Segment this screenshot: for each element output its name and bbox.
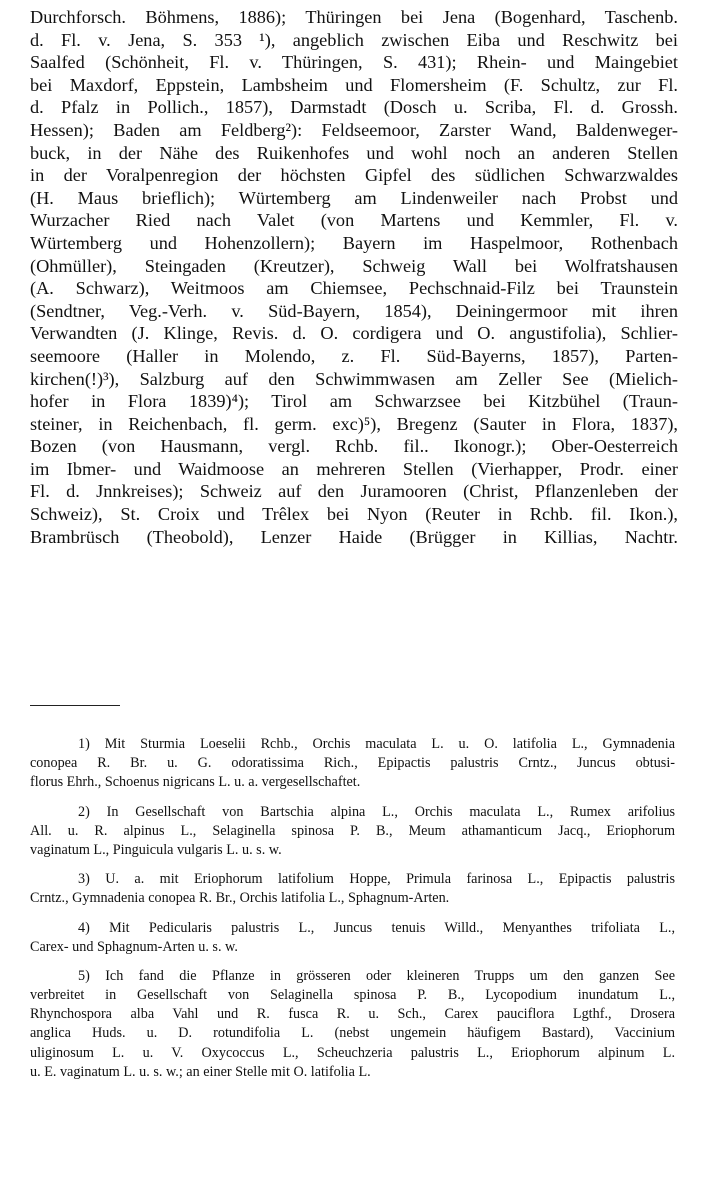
text-line: (Ohmüller), Steingaden (Kreutzer), Schweig Wall bei Wolfratshausen [30,255,678,276]
text-line: Hessen); Baden am Feldberg²): Feldseemoor, Zarster Wand, Baldenweger- [30,119,678,140]
footnote-line: vaginatum L., Pinguicula vulgaris L. u. s. w. [30,841,282,858]
footnote-line: 3) U. a. mit Eriophorum latifolium Hoppe, Primula farinosa L., Epipactis palustris [78,871,675,888]
footnote-line: Rhynchospora alba Vahl und R. fusca R. u. Sch., Carex pauciflora Lgthf., Drosera [30,1006,675,1023]
text-line: (Sendtner, Veg.-Verh. v. Süd-Bayern, 1854), Deiningermoor mit ihren [30,300,678,321]
text-line: Verwandten (J. Klinge, Revis. d. O. cordigera und O. angustifolia), Schlier- [30,323,678,344]
footnote-line: All. u. R. alpinus L., Selaginella spinosa P. B., Meum athamanticum Jacq., Eriophorum [30,822,675,839]
footnote-5 [30,967,675,1082]
text-line: d. Fl. v. Jena, S. 353 ¹), angeblich zwischen Eiba und Reschwitz bei [30,29,678,50]
footnote-line: Crntz., Gymnadenia conopea R. Br., Orchis latifolia L., Sphagnum-Arten. [30,890,450,907]
footnote-line: 5) Ich fand die Pflanze in grösseren oder kleineren Trupps um den ganzen See [78,967,675,984]
text-line: Wurzacher Ried nach Valet (von Martens und Kemmler, Fl. v. [30,210,678,231]
text-line: Brambrüsch (Theobold), Lenzer Haide (Brügger in Killias, Nachtr. [30,526,678,547]
text-line: in der Voralpenregion der höchsten Gipfel des südlichen Schwarzwaldes [30,165,678,186]
text-line: hofer in Flora 1839)⁴); Tirol am Schwarzsee bei Kitzbühel (Traun- [30,391,678,412]
main-text-block [30,6,678,548]
text-line: im Ibmer- und Waidmoose an mehreren Stellen (Vierhapper, Prodr. einer [30,458,678,479]
text-line: kirchen(!)³), Salzburg auf den Schwimmwasen am Zeller See (Mielich- [30,368,678,389]
footnote-line: u. E. vaginatum L. u. s. w.; an einer Stelle mit O. latifolia L. [30,1063,371,1080]
text-line: seemoore (Haller in Molendo, z. Fl. Süd-Bayerns, 1857), Parten- [30,345,678,366]
text-line: (A. Schwarz), Weitmoos am Chiemsee, Pechschnaid-Filz bei Traunstein [30,278,678,299]
text-line: Würtemberg und Hohenzollern); Bayern im Haspelmoor, Rothenbach [30,232,678,253]
footnote-line: 4) Mit Pedicularis palustris L., Juncus tenuis Willd., Menyanthes trifoliata L., [78,919,675,936]
footnote-line: florus Ehrh., Schoenus nigricans L. u. a. vergesellschaftet. [30,774,361,791]
text-line: bei Maxdorf, Eppstein, Lambsheim und Flomersheim (F. Schultz, zur Fl. [30,74,678,95]
text-line: buck, in der Nähe des Ruikenhofes und wohl noch an anderen Stellen [30,142,678,163]
footnote-line: uliginosum L. u. V. Oxycoccus L., Scheuchzeria palustris L., Eriophorum alpinum L. [30,1044,675,1061]
footnote-4 [30,919,675,957]
text-line: steiner, in Reichenbach, fl. germ. exc)⁵), Bregenz (Sauter in Flora, 1837), [30,413,678,434]
footnotes [30,735,675,1092]
text-line: Durchforsch. Böhmens, 1886); Thüringen bei Jena (Bogenhard, Taschenb. [30,7,678,27]
text-line: Bozen (von Hausmann, vergl. Rchb. fil.. Ikonogr.); Ober-Oesterreich [30,436,678,457]
footnote-line: conopea R. Br. u. G. odoratissima Rich., Epipactis palustris Crntz., Juncus obtusi- [30,755,675,772]
footnote-line: anglica Huds. u. D. rotundifolia L. (nebst ungemein häufigem Bastard), Vaccinium [30,1025,675,1042]
footnote-line: 2) In Gesellschaft von Bartschia alpina L., Orchis maculata L., Rumex arifolius [78,803,675,820]
text-line: Saalfed (Schönheit, Fl. v. Thüringen, S. 431); Rhein- und Maingebiet [30,52,678,73]
footnote-line: verbreitet in Gesellschaft von Selaginella spinosa P. B., Lycopodium inundatum L., [30,987,675,1004]
footnote-line: 1) Mit Sturmia Loeselii Rchb., Orchis maculata L. u. O. latifolia L., Gymnadenia [78,736,675,752]
footnote-separator [30,705,120,706]
text-line: (H. Maus brieflich); Würtemberg am Lindenweiler nach Probst und [30,187,678,208]
footnote-3 [30,870,675,908]
footnote-line: Carex- und Sphagnum-Arten u. s. w. [30,938,238,955]
text-line: Fl. d. Jnnkreises); Schweiz auf den Juramooren (Christ, Pflanzenleben der [30,481,678,502]
footnote-2 [30,803,675,861]
footnote-1 [30,735,675,793]
text-line: d. Pfalz in Pollich., 1857), Darmstadt (Dosch u. Scriba, Fl. d. Grossh. [30,97,678,118]
text-line: Schweiz), St. Croix und Trêlex bei Nyon (Reuter in Rchb. fil. Ikon.), [30,504,678,525]
